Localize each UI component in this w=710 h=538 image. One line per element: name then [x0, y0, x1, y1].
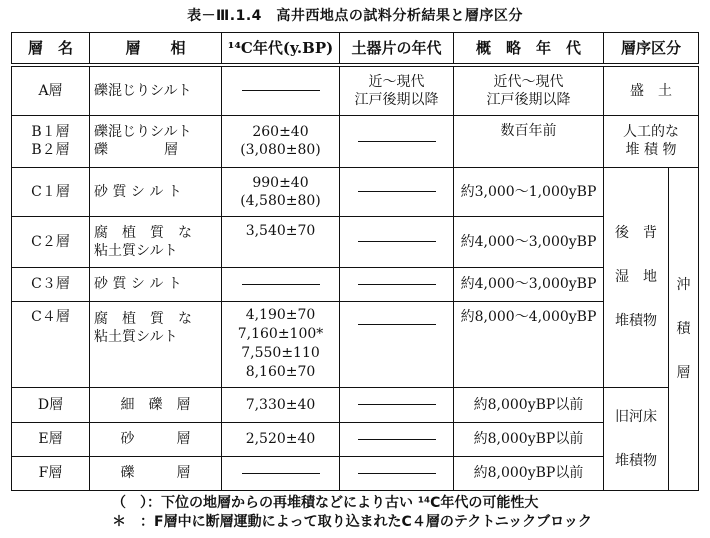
approx-age	[454, 65, 604, 115]
c14-age: 7,330±40	[222, 387, 340, 422]
facies-line: 礫 層	[94, 142, 178, 158]
facies	[90, 216, 222, 267]
c14-age	[222, 167, 340, 216]
header-pottery: 土器片の年代	[340, 33, 454, 66]
table-row	[12, 267, 699, 301]
c14-line: 7,550±110	[241, 345, 320, 361]
pottery-dash	[340, 301, 454, 387]
facies	[90, 115, 222, 167]
table-row	[12, 301, 699, 387]
pottery-dash	[340, 422, 454, 456]
division-alluvial	[669, 167, 699, 490]
table-row	[12, 422, 699, 456]
layer-name: D層	[12, 387, 90, 422]
pottery-age-line: 近～現代	[368, 73, 425, 90]
header-layer-name: 層 名	[12, 33, 90, 66]
table-row	[12, 387, 699, 422]
approx-age-line: 近代～現代	[493, 73, 564, 90]
layer-name	[12, 115, 90, 167]
facies: 砂 質 シ ル ト	[90, 167, 222, 216]
table-row	[12, 216, 699, 267]
c14-age	[222, 301, 340, 387]
c14-dash	[222, 65, 340, 115]
layer-name: F層	[12, 456, 90, 490]
facies: 礫混じりシルト	[90, 65, 222, 115]
division-line: 堆積物	[615, 452, 657, 469]
division: 盛 土	[604, 65, 699, 115]
pottery-dash	[340, 167, 454, 216]
pottery-age-line: 江戸後期以降	[354, 91, 439, 108]
table-row	[12, 65, 699, 115]
approx-age: 約8,000yBP以前	[454, 422, 604, 456]
pottery-dash	[340, 267, 454, 301]
facies: 礫 層	[90, 456, 222, 490]
facies-line: 粘土質シルト	[94, 328, 178, 345]
facies: 砂 質 シ ル ト	[90, 267, 222, 301]
table-title: 表－Ⅲ.1.4 高井西地点の試料分析結果と層序区分	[187, 8, 523, 24]
division-line: 人工的な	[623, 124, 679, 140]
note-tectonic-block: ＊ ：F層中に断層運動によって取り込まれたC４層のテクトニックブロック	[112, 514, 592, 530]
division-line: 積	[676, 320, 691, 337]
facies-line: 礫混じりシルト	[94, 124, 192, 140]
c14-dash	[222, 267, 340, 301]
header-division: 層序区分	[604, 33, 699, 66]
approx-age-line: 江戸後期以降	[486, 91, 571, 108]
facies: 細 礫 層	[90, 387, 222, 422]
c14-age: 3,540±70	[222, 216, 340, 267]
facies-line: 粘土質シルト	[94, 242, 178, 259]
division-line: 堆積物	[615, 313, 657, 329]
pottery-dash	[340, 387, 454, 422]
c14-line: (4,580±80)	[240, 192, 321, 209]
approx-age: 約4,000～3,000yBP	[454, 267, 604, 301]
division-line: 堆 積 物	[625, 142, 677, 158]
division-line: 層	[676, 364, 691, 381]
table-row	[12, 456, 699, 490]
approx-age: 数百年前	[454, 115, 604, 167]
layer-name: E層	[12, 422, 90, 456]
division-line: 沖	[676, 276, 691, 293]
layer-name-line: B１層	[31, 124, 70, 140]
c14-age	[222, 115, 340, 167]
approx-age: 約8,000yBP以前	[454, 387, 604, 422]
c14-line: 7,160±100*	[237, 326, 324, 342]
approx-age: 約4,000～3,000yBP	[454, 216, 604, 267]
c14-line: (3,080±80)	[240, 142, 321, 158]
c14-age: 2,520±40	[222, 422, 340, 456]
header-row	[12, 33, 699, 66]
layer-name: C４層	[12, 301, 90, 387]
division-backmarsh	[604, 167, 669, 387]
division-line: 旧河床	[615, 408, 657, 425]
facies-line: 腐 植 質 な	[94, 224, 192, 241]
table-notes	[112, 494, 592, 532]
approx-age: 約8,000yBP以前	[454, 456, 604, 490]
c14-line: 990±40	[252, 174, 309, 191]
pottery-age	[340, 65, 454, 115]
layer-name: A層	[12, 65, 90, 115]
pottery-dash	[340, 115, 454, 167]
pottery-dash	[340, 216, 454, 267]
header-facies: 層 相	[90, 33, 222, 66]
c14-dash	[222, 456, 340, 490]
layer-name-line: B２層	[31, 142, 70, 158]
division-old-riverbed	[604, 387, 669, 490]
table-row	[12, 115, 699, 167]
facies: 砂 層	[90, 422, 222, 456]
layer-name: C２層	[12, 216, 90, 267]
c14-line: 260±40	[252, 124, 309, 140]
division	[604, 115, 699, 167]
header-c14: ¹⁴C年代(y.BP)	[222, 33, 340, 66]
c14-line: 4,190±70	[245, 307, 316, 323]
layer-name: C１層	[12, 167, 90, 216]
approx-age: 約8,000～4,000yBP	[454, 301, 604, 387]
division-line: 湿 地	[615, 269, 657, 285]
header-approx: 概 略 年 代	[454, 33, 604, 66]
c14-line: 8,160±70	[245, 364, 316, 380]
division-line: 後 背	[615, 225, 657, 241]
approx-age: 約3,000～1,000yBP	[454, 167, 604, 216]
layer-name: C３層	[12, 267, 90, 301]
pottery-dash	[340, 456, 454, 490]
table-row	[12, 167, 699, 216]
facies-line: 腐 植 質 な	[94, 310, 192, 327]
note-reworked: （ ）：下位の地層からの再堆積などにより古い ¹⁴C年代の可能性大	[112, 495, 539, 511]
stratigraphy-table	[11, 32, 699, 491]
facies	[90, 301, 222, 387]
